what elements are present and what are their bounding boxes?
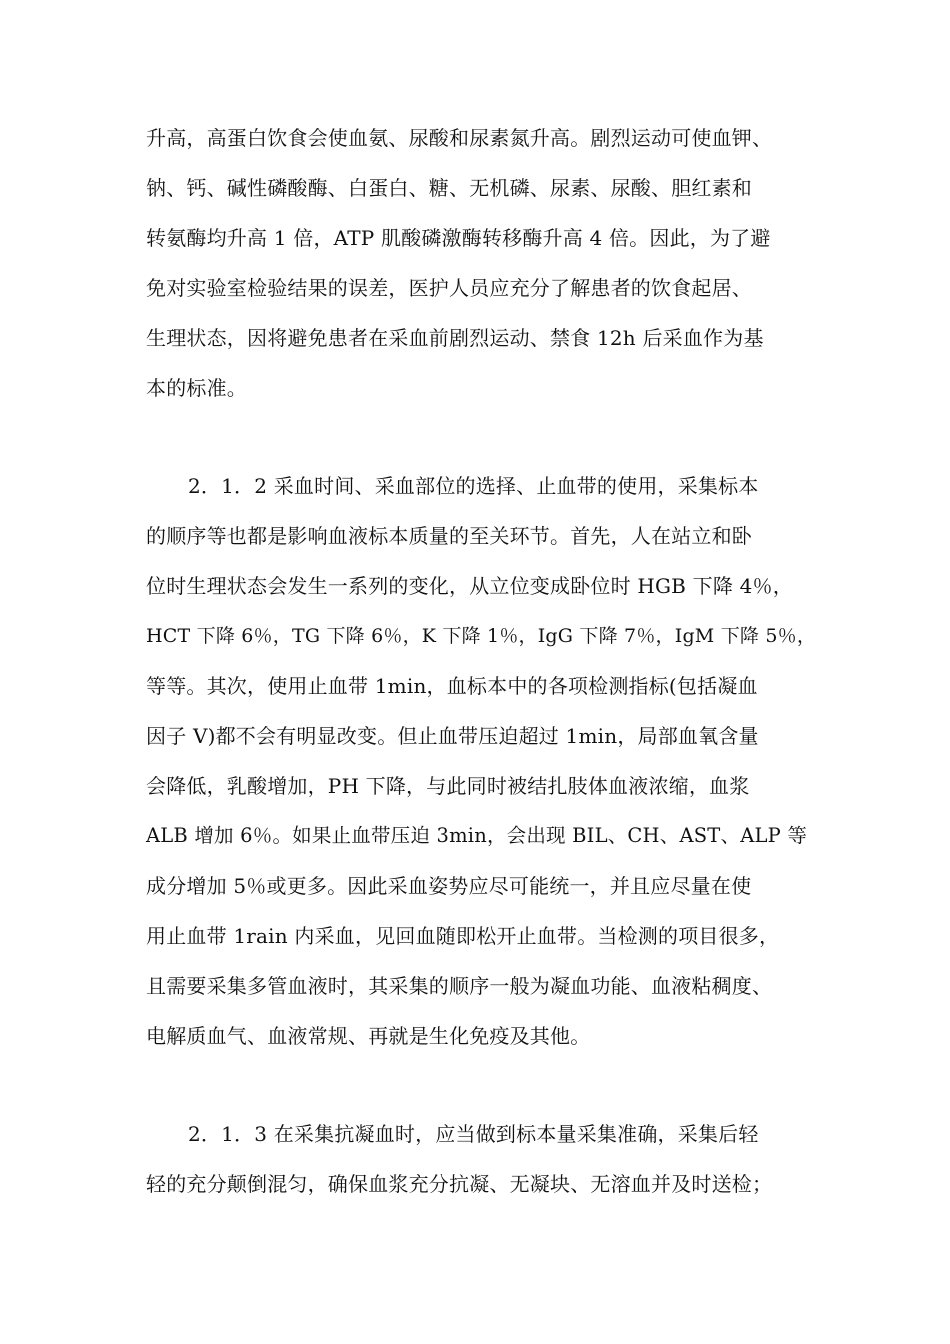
- text-line: 轻的充分颠倒混匀，确保血浆充分抗凝、无凝块、无溶血并及时送检；: [146, 1172, 773, 1196]
- text-line: 成分增加 5％或更多。因此采血姿势应尽可能统一，并且应尽量在使: [146, 874, 752, 898]
- text-line: 生理状态，因将避免患者在采血前剧烈运动、禁食 12h 后采血作为基: [146, 326, 764, 350]
- text-line: 的顺序等也都是影响血液标本质量的至关环节。首先，人在站立和卧: [146, 524, 752, 548]
- section-heading-line: 2．1．3 在采集抗凝血时，应当做到标本量采集准确，采集后轻: [188, 1122, 759, 1146]
- text-line: 等等。其次，使用止血带 1min，血标本中的各项检测指标(包括凝血: [146, 674, 758, 698]
- text-line: 会降低，乳酸增加，PH 下降，与此同时被结扎肢体血液浓缩，血浆: [146, 774, 750, 798]
- text-line: 电解质血气、血液常规、再就是生化免疫及其他。: [146, 1024, 591, 1048]
- text-line: 且需要采集多管血液时，其采集的顺序一般为凝血功能、血液粘稠度、: [146, 974, 773, 998]
- section-heading-line: 2．1．2 采血时间、采血部位的选择、止血带的使用，采集标本: [188, 474, 759, 498]
- text-line: ALB 增加 6％。如果止血带压迫 3min，会出现 BIL、CH、AST、ALP 等: [146, 824, 808, 847]
- text-line: 钠、钙、碱性磷酸酶、白蛋白、糖、无机磷、尿素、尿酸、胆红素和: [146, 176, 752, 200]
- text-line: 升高，高蛋白饮食会使血氨、尿酸和尿素氮升高。剧烈运动可使血钾、: [146, 126, 773, 150]
- text-line: 免对实验室检验结果的误差，医护人员应充分了解患者的饮食起居、: [146, 276, 752, 300]
- text-line: 因子 V)都不会有明显改变。但止血带压迫超过 1min，局部血氧含量: [146, 724, 759, 748]
- text-line: HCT 下降 6％，TG 下降 6％，K 下降 1％，IgG 下降 7％，IgM 下降 5％，: [146, 625, 817, 647]
- text-line: 位时生理状态会发生一系列的变化，从立位变成卧位时 HGB 下降 4％，: [146, 574, 793, 598]
- text-line: 用止血带 1rain 内采血，见回血随即松开止血带。当检测的项目很多，: [146, 924, 780, 948]
- text-line: 转氨酶均升高 1 倍，ATP 肌酸磷激酶转移酶升高 4 倍。因此，为了避: [146, 226, 771, 250]
- text-line: 本的标准。: [146, 376, 247, 400]
